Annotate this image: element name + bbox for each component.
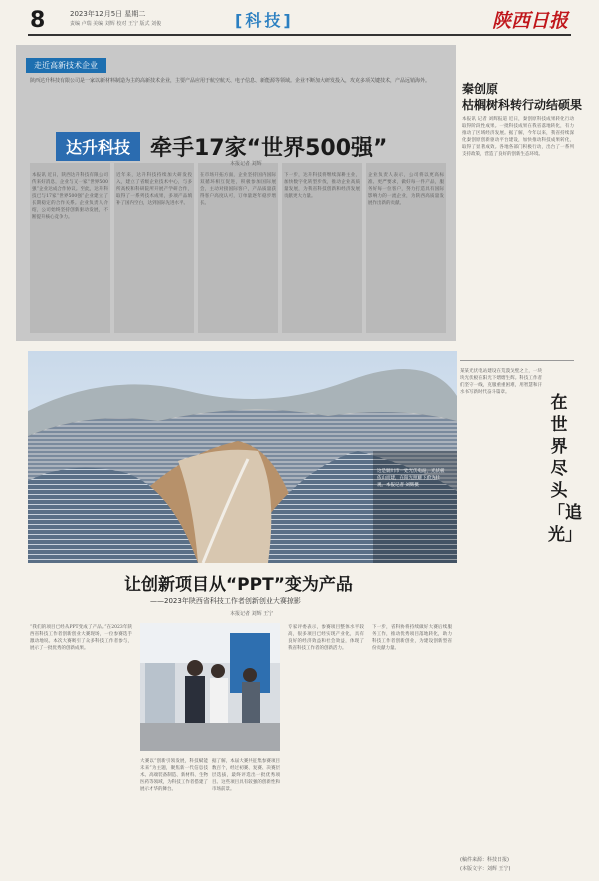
top-article-column-5: 企业负责人表示，公司将以更高标准、更严要求，做好每一件产品，服务好每一位客户，努力打造具有国际影响力的一流企业，为陕西高质量发展作出新的贡献。 <box>368 173 444 206</box>
exhibition-illustration <box>140 623 280 751</box>
footer-credits: (本版文字：刘辉 王宁) <box>460 866 511 872</box>
solar-farm-illustration <box>28 351 457 563</box>
top-article-column-3: 在市场开拓方面，企业坚持国内国际双循环相互促进，积极参加国际展会，主动对接国际客户，产品质量获得客户高度认可，订单量逐年稳步增长。 <box>200 173 276 206</box>
page-number: 8 <box>30 8 46 33</box>
right-article-title-line1: 秦创原 <box>462 82 499 96</box>
column-badge: 走近高新技术企业 <box>26 58 106 73</box>
vertical-article-body: 某某光伏电站建设在荒漠戈壁之上，一块块光伏板在阳光下熠熠生辉。科技工作者们坚守一线，克服重重困难，用智慧和汗水书写新时代奋斗篇章。 <box>460 369 542 395</box>
top-article-column-1: 本报讯 近日，陕西达升科技有限公司传来好消息，企业与又一家“世界500强”企业达成合作协议。至此，达升科技已与17家“世界500强”企业建立了长期稳定的合作关系。企业负责人介绍，公司始终坚持创新驱动发展，不断提升核心竞争力。 <box>32 173 108 220</box>
bottom-article-column-3: 据了解，本届大赛共征集参赛项目数百个，经过初赛、复赛、决赛层层选拔，最终评选出一批优秀项目。这些项目具有较强的创新性和市场前景。 <box>212 759 280 792</box>
top-article-headline: 牵手17家“世界500强” <box>150 136 388 161</box>
newspaper-logo: 陕西日报 <box>492 10 569 32</box>
header-rule <box>28 34 571 36</box>
article-kicker: 达升科技 <box>56 132 140 161</box>
bottom-article-column-4: 专家评委表示，参赛项目整体水平较高，很多项目已经实现产业化，具有良好的经济效益和社会效益，体现了我省科技工作者的创新活力。 <box>288 625 364 651</box>
bottom-article-column-1: “我们的项目已经从PPT变成了产品。”在2023年陕西省科技工作者创新创业大赛现场，一位参赛选手激动地说。本次大赛吸引了众多科技工作者参与，展示了一批优秀的创新成果。 <box>30 625 132 651</box>
top-article-byline: 本报记者 刘辉 <box>230 161 262 167</box>
solar-farm-photo <box>28 351 457 563</box>
editor-credits: 责编 卢瑞 美编 刘辉 校对 王宁 版式 刘俊 <box>70 21 162 27</box>
section-title: [科技] <box>235 11 294 30</box>
footer-source: (稿件来源：科技日报) <box>460 857 509 863</box>
photo-caption: 这是铜川市一处光伏电站，光伏板依山而建，在阳光照耀下蔚为壮观。本报记者 刘辉摄 <box>377 469 445 488</box>
right-article-title-line2: 枯榈树科转行动结硕果 <box>462 98 583 112</box>
issue-date: 2023年12月5日 星期二 <box>70 10 146 18</box>
vertical-article-title: 在世界尽头「追光」 <box>548 393 582 545</box>
top-article-column-4: 下一步，达升科技将继续深耕主业，加快数字化转型步伐，推动企业高质量发展，为我省科技创新和经济发展贡献更大力量。 <box>284 173 360 199</box>
exhibition-photo <box>140 623 280 751</box>
bottom-article-column-5: 下一步，省科协将持续做好大赛后续服务工作，推动优秀项目落地转化，助力科技工作者创新创业，为建设创新型省份贡献力量。 <box>372 625 452 651</box>
right-column-divider <box>460 360 574 361</box>
bottom-article-column-2: 大赛以“创新引领发展，科技赋能未来”为主题，聚焦新一代信息技术、高端装备制造、新材料、生物医药等领域，为科技工作者搭建了展示才华的舞台。 <box>140 759 208 792</box>
bottom-article-byline: 本报记者 刘辉 王宁 <box>230 611 274 617</box>
top-article-column-2: 近年来，达升科技持续加大研发投入，建立了省级企业技术中心，与多所高校和科研院所开展产学研合作，取得了一系列技术成果，多项产品填补了国内空白，达到国际先进水平。 <box>116 173 192 206</box>
top-article-intro: 陕西达升科技有限公司是一家以新材料制造为主的高新技术企业，主要产品应用于航空航天、电子信息、新能源等领域。企业不断加大研发投入，攻克多项关键技术，产品远销海外。 <box>30 78 431 84</box>
bottom-article-subtitle: ——2023年陕西省科技工作者创新创业大赛掠影 <box>150 597 301 605</box>
right-article-body: 本报讯 记者 刘辉报道 近日，秦创原科技成果转化行动取得阶段性成果。一批科技成果在我省落地转化，有力推动了区域经济发展。据了解，今年以来，我省持续深化秦创原创新驱动平台建设，加快推动科技成果转化，取得了显著成效。各地各部门积极行动，出台了一系列支持政策，营造了良好的创新生态环境。 <box>462 117 574 157</box>
bottom-article-headline: 让创新项目从“PPT”变为产品 <box>124 575 353 595</box>
